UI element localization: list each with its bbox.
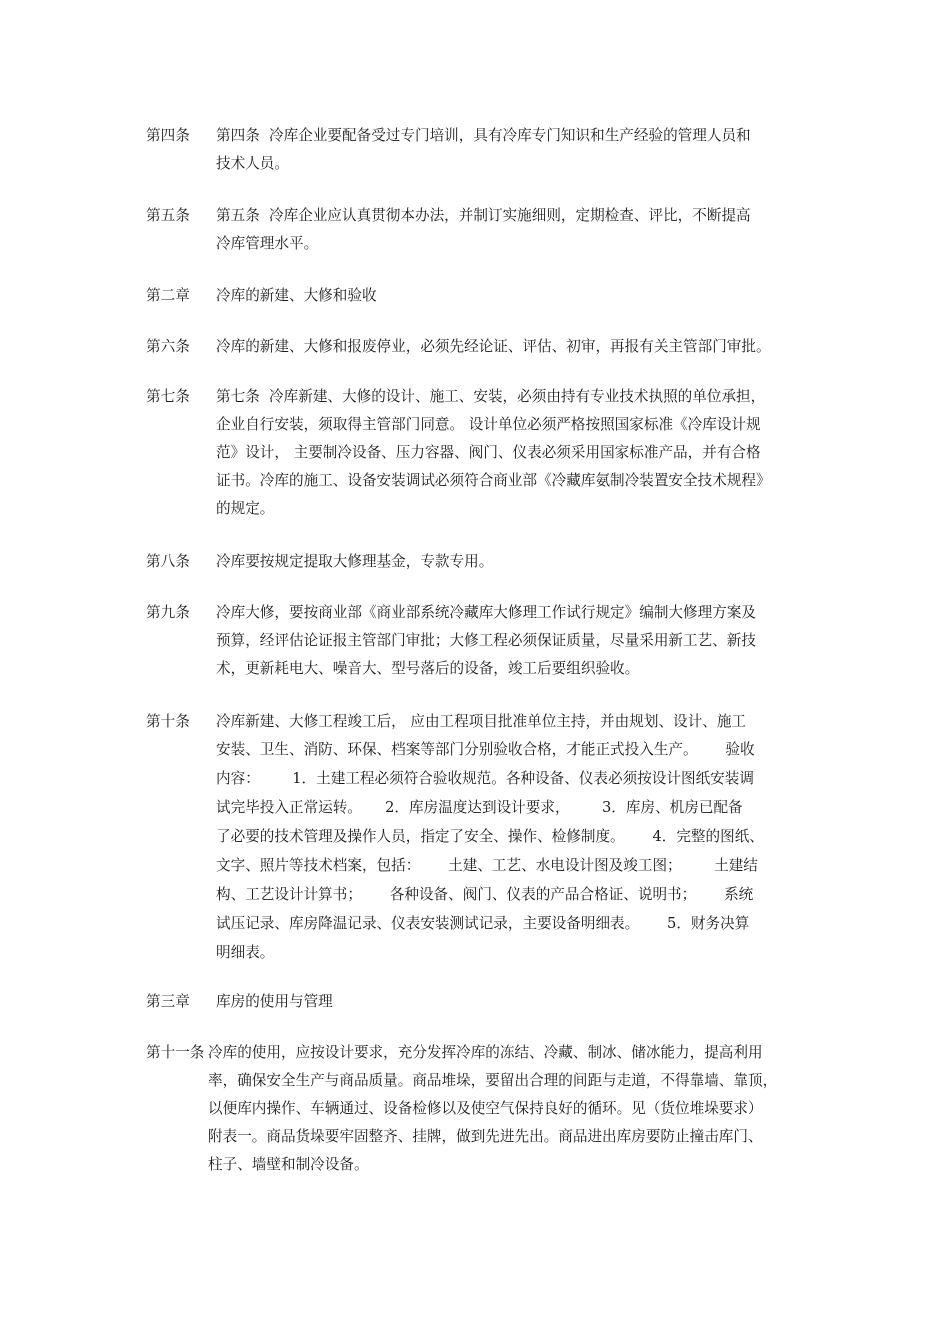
chapter-title: 冷库的新建、大修和验收: [216, 287, 377, 304]
article-text-line: 构、工艺设计计算书； 各种设备、阀门、仪表的产品合格证、说明书； 系统: [216, 886, 754, 903]
article-label: 第十一条: [146, 1044, 205, 1061]
article-label: 第六条: [146, 338, 190, 355]
article-text-line: 了必要的技术管理及操作人员，指定了安全、操作、检修制度。 4．完整的图纸、: [216, 828, 764, 845]
article-label: 第九条: [146, 604, 190, 621]
article-text-line: 冷库要按规定提取大修理基金，专款专用。: [216, 553, 494, 570]
article-text-line: 冷库管理水平。: [216, 235, 319, 252]
article-text-line: 第五条 冷库企业应认真贯彻本办法，并制订实施细则，定期检查、评比，不断提高: [216, 207, 751, 224]
article-text-line: 第七条 冷库新建、大修的设计、施工、安装，必须由持有专业技术执照的单位承担，: [216, 388, 766, 405]
article-text-line: 文字、照片等技术档案，包括： 土建、工艺、水电设计图及竣工图； 土建结: [216, 857, 758, 874]
article-text-line: 的规定。: [216, 500, 275, 517]
article-text-line: 安装、卫生、消防、环保、档案等部门分别验收合格，才能正式投入生产。 验收: [216, 741, 755, 758]
article-text-line: 冷库的使用，应按设计要求，充分发挥冷库的冻结、冷藏、制冰、储冰能力，提高利用: [208, 1044, 763, 1061]
article-text-line: 附表一。商品货垛要牢固整齐、挂牌，做到先进先出。商品进出库房要防止撞击库门、: [208, 1128, 763, 1145]
article-label: 第四条: [146, 127, 190, 144]
article-label: 第十条: [146, 713, 190, 730]
article-text-line: 证书。冷库的施工、设备安装调试必须符合商业部《冷藏库氨制冷装置安全技术规程》: [216, 472, 771, 489]
article-text-line: 率，确保安全生产与商品质量。商品堆垛，要留出合理的间距与走道，不得靠墙、靠顶，: [208, 1072, 778, 1089]
chapter-label: 第三章: [146, 993, 190, 1010]
article-label: 第七条: [146, 388, 190, 405]
article-text-line: 柱子、墙壁和制冷设备。: [208, 1156, 369, 1173]
article-text-line: 冷库大修，要按商业部《商业部系统冷藏库大修理工作试行规定》编制大修理方案及: [216, 604, 756, 621]
article-text-line: 企业自行安装，须取得主管部门同意。 设计单位必须严格按照国家标准《冷库设计规: [216, 416, 761, 433]
article-text-line: 以便库内操作、车辆通过、设备检修以及使空气保持良好的循环。见（货位堆垛要求）: [208, 1100, 763, 1117]
article-text-line: 技术人员。: [216, 155, 289, 172]
article-text-line: 冷库新建、大修工程竣工后， 应由工程项目批准单位主持，并由规划、设计、施工: [216, 713, 747, 730]
article-text-line: 范》设计， 主要制冷设备、压力容器、阀门、仪表必须采用国家标准产品，并有合格: [216, 444, 761, 461]
article-text-line: 第四条 冷库企业要配备受过专门培训，具有冷库专门知识和生产经验的管理人员和: [216, 127, 751, 144]
article-text-line: 试完毕投入正常运转。 2．库房温度达到设计要求， 3．库房、机房已配备: [216, 799, 743, 816]
article-text-line: 预算，经评估论证报主管部门审批；大修工程必须保证质量，尽量采用新工艺、新技: [216, 632, 756, 649]
article-text-line: 明细表。: [216, 944, 275, 961]
chapter-title: 库房的使用与管理: [216, 993, 333, 1010]
chapter-label: 第二章: [146, 287, 190, 304]
article-label: 第五条: [146, 207, 190, 224]
article-text-line: 术，更新耗电大、噪音大、型号落后的设备，竣工后要组织验收。: [216, 660, 640, 677]
article-label: 第八条: [146, 553, 190, 570]
article-text-line: 内容： 1．土建工程必须符合验收规范。各种设备、仪表必须按设计图纸安装调: [216, 770, 754, 787]
article-text-line: 试压记录、库房降温记录、仪表安装测试记录，主要设备明细表。 5．财务决算: [216, 915, 750, 932]
article-text-line: 冷库的新建、大修和报废停业，必须先经论证、评估、初审，再报有关主管部门审批。: [216, 338, 771, 355]
